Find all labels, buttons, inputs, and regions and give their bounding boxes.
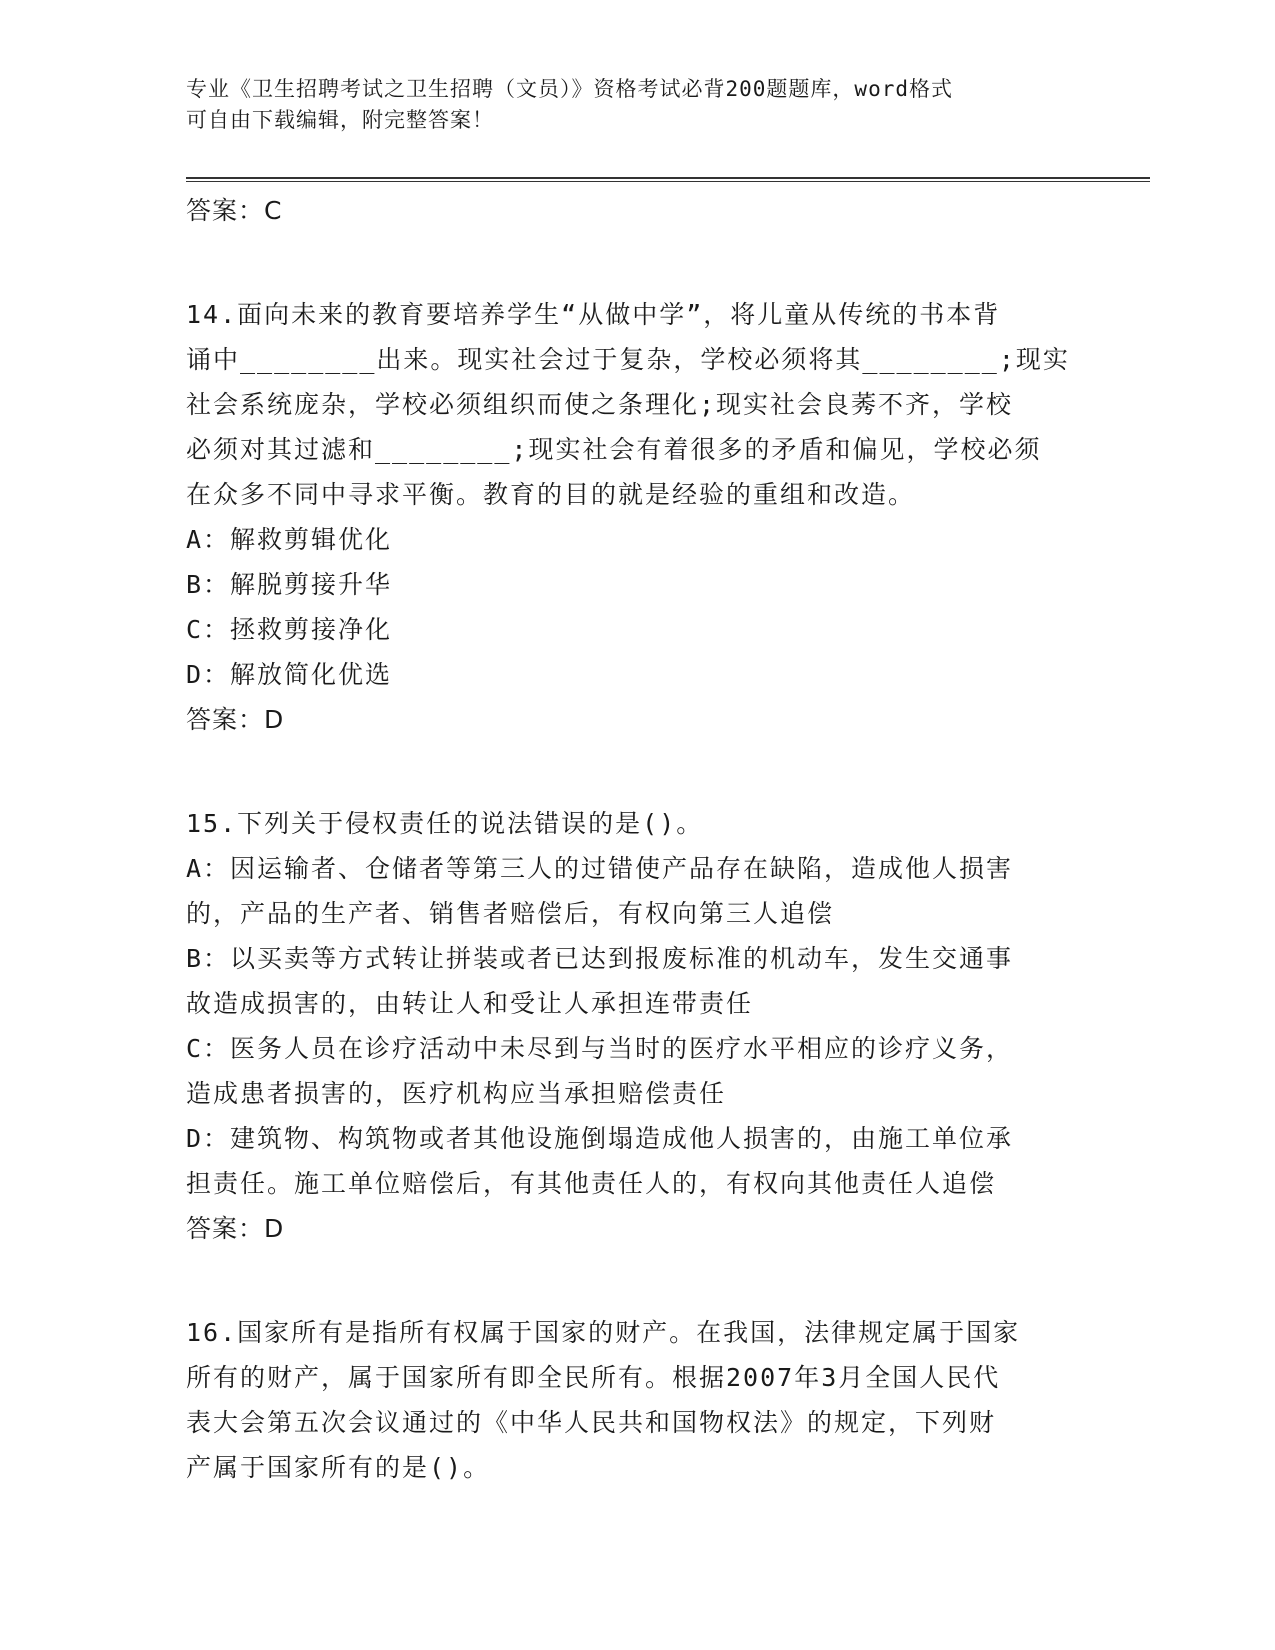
option-d: D：解放简化优选 xyxy=(186,660,393,689)
option-b: B：解脱剪接升华 xyxy=(186,570,393,599)
header-title-line-1: 专业《卫生招聘考试之卫生招聘（文员）》资格考试必背200题题库，word格式 xyxy=(186,77,953,101)
option-d: D：建筑物、构筑物或者其他设施倒塌造成他人损害的，由施工单位承 xyxy=(186,1124,1014,1153)
header-divider xyxy=(186,177,1150,179)
previous-answer: 答案：C xyxy=(186,196,283,225)
document-body xyxy=(186,188,1086,1490)
question-text-line: 在众多不同中寻求平衡。教育的目的就是经验的重组和改造。 xyxy=(186,480,916,509)
question-14 xyxy=(186,292,1086,743)
question-text-line: 16.国家所有是指所有权属于国家的财产。在我国，法律规定属于国家 xyxy=(186,1318,1021,1347)
header-divider-thin xyxy=(186,181,1150,182)
answer: 答案：D xyxy=(186,705,285,734)
option-a: A：解救剪辑优化 xyxy=(186,525,393,554)
question-text-line: 表大会第五次会议通过的《中华人民共和国物权法》的规定，下列财 xyxy=(186,1408,997,1437)
question-text-line: 产属于国家所有的是()。 xyxy=(186,1453,491,1482)
option-a: A：因运输者、仓储者等第三人的过错使产品存在缺陷，造成他人损害 xyxy=(186,854,1014,883)
question-text-line: 诵中________出来。现实社会过于复杂，学校必须将其________;现实 xyxy=(186,345,1070,374)
page-header xyxy=(186,74,1066,136)
option-c-continued: 造成患者损害的，医疗机构应当承担赔偿责任 xyxy=(186,1079,727,1108)
option-c: C：医务人员在诊疗活动中未尽到与当时的医疗水平相应的诊疗义务， xyxy=(186,1034,1014,1063)
question-text-line: 必须对其过滤和________;现实社会有着很多的矛盾和偏见，学校必须 xyxy=(186,435,1042,464)
option-d-continued: 担责任。施工单位赔偿后，有其他责任人的，有权向其他责任人追偿 xyxy=(186,1169,997,1198)
question-text-line: 14.面向未来的教育要培养学生“从做中学”，将儿童从传统的书本背 xyxy=(186,300,1001,329)
option-b: B：以买卖等方式转让拼装或者已达到报废标准的机动车，发生交通事 xyxy=(186,944,1014,973)
option-b-continued: 故造成损害的，由转让人和受让人承担连带责任 xyxy=(186,989,754,1018)
question-16 xyxy=(186,1310,1086,1490)
question-15 xyxy=(186,801,1086,1252)
spacer xyxy=(186,743,1086,801)
question-text-line: 15.下列关于侵权责任的说法错误的是()。 xyxy=(186,809,704,838)
header-title-line-2: 可自由下载编辑，附完整答案！ xyxy=(186,108,494,132)
option-a-continued: 的，产品的生产者、销售者赔偿后，有权向第三人追偿 xyxy=(186,899,835,928)
spacer xyxy=(186,234,1086,292)
question-text-line: 社会系统庞杂，学校必须组织而使之条理化;现实社会良莠不齐，学校 xyxy=(186,390,1014,419)
spacer xyxy=(186,1252,1086,1310)
answer: 答案：D xyxy=(186,1214,285,1243)
option-c: C：拯救剪接净化 xyxy=(186,615,393,644)
question-text-line: 所有的财产，属于国家所有即全民所有。根据2007年3月全国人民代 xyxy=(186,1363,1001,1392)
